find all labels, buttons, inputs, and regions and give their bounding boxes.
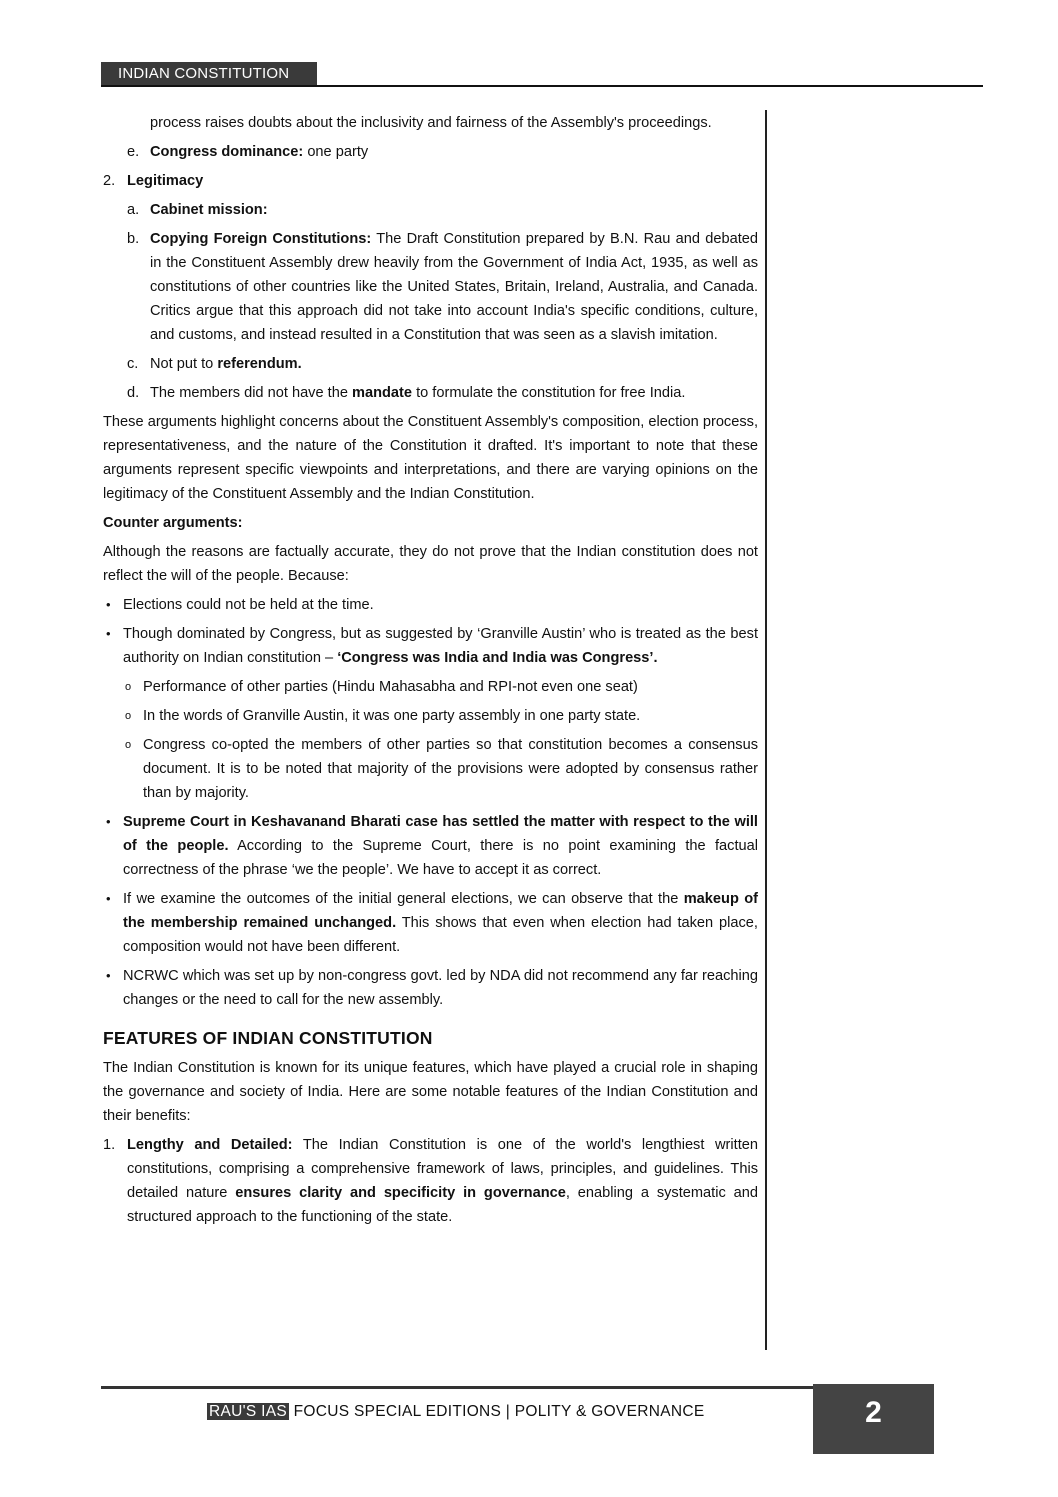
item-bold: Supreme Court in Keshavanand Bharati case has settled the matter with respect to the will of the people. bbox=[123, 814, 758, 854]
list-marker: 1. bbox=[103, 1137, 116, 1153]
list-item-a bbox=[103, 198, 758, 222]
circle-bullet-icon: o bbox=[125, 681, 132, 693]
list-marker: b. bbox=[127, 231, 140, 247]
list-item-b bbox=[103, 227, 758, 347]
counter-intro: Although the reasons are factually accurate, they do not prove that the Indian constitution does not reflect the will of the people. Because: bbox=[103, 544, 758, 584]
item-text: If we examine the outcomes of the initial general elections, we can observe that the bbox=[123, 891, 684, 907]
list-marker: c. bbox=[127, 356, 139, 372]
item-bold: referendum. bbox=[217, 356, 302, 372]
bullet-item bbox=[103, 810, 758, 882]
bullet-icon: • bbox=[106, 597, 111, 612]
item-text: Not put to bbox=[150, 356, 218, 372]
continued-paragraph: process raises doubts about the inclusivity and fairness of the Assembly's proceedings. bbox=[150, 115, 712, 131]
item-bold: ensures clarity and specificity in governance bbox=[235, 1185, 566, 1201]
bullet-icon: • bbox=[106, 814, 111, 829]
counter-heading: Counter arguments: bbox=[103, 515, 243, 531]
item-text: Elections could not be held at the time. bbox=[123, 597, 374, 613]
item-text: one party bbox=[303, 144, 369, 160]
list-item-d bbox=[103, 381, 758, 405]
footer-brand: RAU'S IAS bbox=[209, 1403, 288, 1420]
item-text: According to the Supreme Court, there is no point examining the factual correctness of the phrase ‘we the people’. We have to accept it as correct. bbox=[123, 838, 758, 878]
item-text: The Indian Constitution is one of the world's lengthiest written constitutions, comprising a comprehensive framework of laws, principles, and guidelines. This detailed nature bbox=[127, 1137, 758, 1201]
item-text: This shows that even when election had taken place, composition would not have been different. bbox=[123, 915, 758, 955]
header-title: INDIAN CONSTITUTION bbox=[101, 62, 317, 86]
item-text: In the words of Granville Austin, it was one party assembly in one party state. bbox=[143, 708, 641, 724]
item-text: NCRWC which was set up by non-congress govt. led by NDA did not recommend any far reaching changes or the need to call for the new assembly. bbox=[123, 968, 758, 1008]
circle-bullet-icon: o bbox=[125, 710, 132, 722]
item-bold: Congress dominance: bbox=[150, 144, 304, 160]
sub-bullet-item bbox=[103, 733, 758, 805]
item-bold: mandate bbox=[352, 385, 413, 401]
list-item-c bbox=[103, 352, 758, 376]
footer-edition: FOCUS SPECIAL EDITIONS | POLITY & GOVERNANCE bbox=[289, 1403, 705, 1420]
item-bold: Copying Foreign Constitutions: bbox=[150, 231, 372, 247]
bullet-item bbox=[103, 622, 758, 670]
item-text: The Draft Constitution prepared by B.N. Rau and debated in the Constituent Assembly drew heavily from the Government of India Act, 1935, as well as constitutions of other countries like the United States, Britain, Ireland, Australia, and Canada. Critics argue that this approach did not take into account India's specific conditions, culture, and customs, and instead resulted in a Constitution that was seen as a slavish imitation. bbox=[150, 231, 758, 343]
list-marker: d. bbox=[127, 385, 140, 401]
item-bold: makeup of the membership remained unchanged. bbox=[123, 891, 758, 931]
page-content bbox=[103, 111, 758, 1234]
bullet-item bbox=[103, 593, 758, 617]
summary-paragraph: These arguments highlight concerns about the Constituent Assembly's composition, election process, representativeness, and the nature of the Constitution it drafted. It's important to note that these arguments represent specific viewpoints and interpretations, and there are varying opinions on the legitimacy of the Constituent Assembly and the Indian Constitution. bbox=[103, 414, 758, 502]
item-text: , enabling a systematic and structured approach to the functioning of the state. bbox=[127, 1185, 758, 1225]
list-marker: a. bbox=[127, 202, 140, 218]
footer-rule bbox=[101, 1386, 934, 1389]
circle-bullet-icon: o bbox=[125, 739, 132, 751]
list-marker: 2. bbox=[103, 173, 116, 189]
sub-bullet-item bbox=[103, 675, 758, 699]
item-text: to formulate the constitution for free India. bbox=[412, 385, 686, 401]
footer-text bbox=[207, 1402, 704, 1422]
margin-rule bbox=[765, 110, 767, 1350]
features-intro: The Indian Constitution is known for its unique features, which have played a crucial role in shaping the governance and society of India. Here are some notable features of the Indian Constitution and their benefits: bbox=[103, 1060, 758, 1124]
item-text: Performance of other parties (Hindu Mahasabha and RPI-not even one seat) bbox=[143, 679, 638, 695]
list-item-legitimacy bbox=[103, 169, 758, 193]
section-heading: FEATURES OF INDIAN CONSTITUTION bbox=[103, 1028, 433, 1048]
bullet-item bbox=[103, 887, 758, 959]
list-marker: e. bbox=[127, 144, 140, 160]
bullet-icon: • bbox=[106, 968, 111, 983]
item-text: The members did not have the bbox=[150, 385, 352, 401]
item-bold: ‘Congress was India and India was Congress’. bbox=[337, 650, 658, 666]
bullet-icon: • bbox=[106, 891, 111, 906]
item-bold: Lengthy and Detailed: bbox=[127, 1137, 293, 1153]
page-number: 2 bbox=[813, 1384, 934, 1454]
bullet-icon: • bbox=[106, 626, 111, 641]
item-heading: Legitimacy bbox=[127, 173, 204, 189]
list-item-e bbox=[103, 140, 758, 164]
sub-bullet-item bbox=[103, 704, 758, 728]
bullet-item bbox=[103, 964, 758, 1012]
item-text: Congress co-opted the members of other parties so that constitution becomes a consensus document. It is to be noted that majority of the provisions were adopted by consensus rather than by majority. bbox=[143, 737, 758, 801]
header-rule bbox=[101, 85, 983, 87]
item-bold: Cabinet mission: bbox=[150, 202, 268, 218]
item-text: Though dominated by Congress, but as suggested by ‘Granville Austin’ who is treated as the best authority on Indian constitution – bbox=[123, 626, 758, 666]
feature-item bbox=[103, 1133, 758, 1229]
